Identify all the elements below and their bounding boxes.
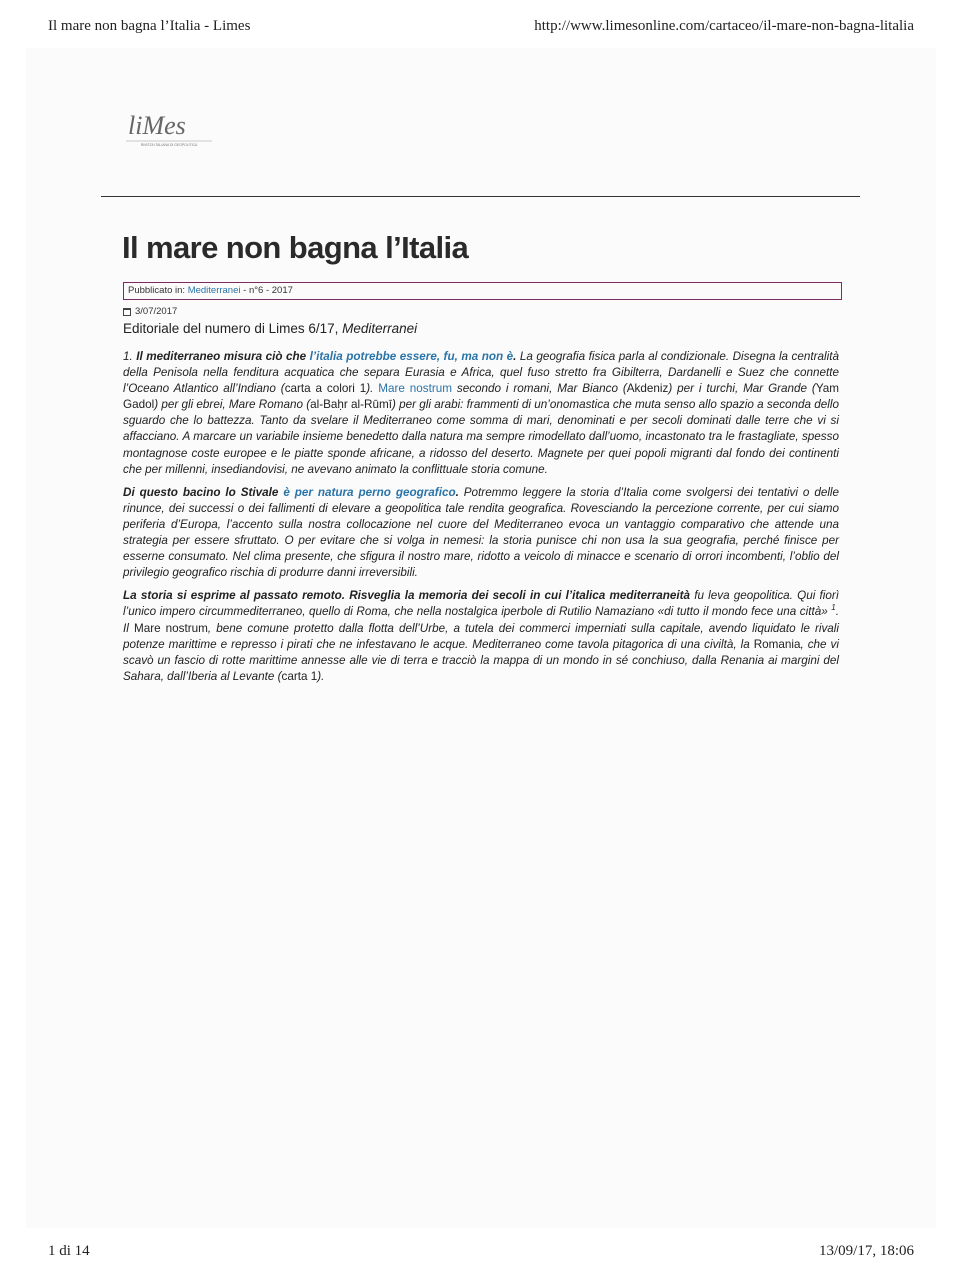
subtitle-issue-title: Mediterranei <box>342 321 418 336</box>
logo-wordmark: liMes <box>128 111 186 140</box>
paragraph-2: Di questo bacino lo Stivale è per natura perno geografico. Potremmo leggere la storia d’Italia come svolgersi dei tentativi o delle rinunce, dei successi o dei fallimenti di elevare a geopolitica tale rendita geografica. Rovesciando la percezione corrente, per cui siamo periferia d’Europa, l’accento sulla nostra collocazione nel cuore del Mediterraneo evoca un vantaggio comparativo che attende una strategia per essere sfruttato. O per evitare che si volga in nemesi: la storia punisce chi non usa la sua geografia, perché finisce per esserne consumato. Nel clima presente, che sfigura il nostro mare, ridotto a veicolo di minacce e scenario di orrori incombenti, l’oblio del privilegio geografico rischia di produrre danni irreversibili. <box>123 485 840 580</box>
limes-logo-icon <box>124 108 214 148</box>
calendar-icon <box>123 308 131 316</box>
published-prefix: Pubblicato in: <box>128 285 188 296</box>
print-footer-page: 1 di 14 <box>48 1243 90 1259</box>
published-section-link[interactable]: Mediterranei <box>187 285 241 296</box>
paragraph-1: 1. Il mediterraneo misura ciò che l’italia potrebbe essere, fu, ma non è. La geografia fisica parla al condizionale. Disegna la centralità della Penisola nella fenditura acquatica che separa Eurasia e Africa, quel fuso stretto fra Gibilterra, Dardanelli e Suez che connette l’Oceano Atlantico all’Indiano (carta a colori 1). Mare nostrum secondo i romani, Mar Bianco (Akdeniz) per i turchi, Mar Grande (Yam Gadol) per gli ebrei, Mare Romano (al-Baḥr al-Rūmī) per gli arabi: frammenti di un’onomastica che muta senso allo spazio a seconda dello sguardo che lo battezza. Tanto da svelare il Mediterraneo come somma di mari, denominati e per secoli dominati dalle terre che vi si affacciano. A marcare un variabile insieme benedetto dalla natura ma sempre rimodellato dall’uomo, incastonato tra le frastagliate, spesso montagnose coste europee e le piatte sponde africane, a ridosso del deserto. Magnete per quei popoli migranti dal fondo dei continenti che per millenni, insediandovisi, ne avevano animato la conflittuale storia comune. <box>123 350 839 476</box>
mare-nostrum-link[interactable]: Mare nostrum <box>378 382 452 396</box>
print-header <box>48 18 914 35</box>
article-title: Il mare non bagna l’Italia <box>122 230 469 265</box>
logo-tagline: RIVISTA ITALIANA DI GEOPOLITICA <box>140 143 198 147</box>
subtitle-text: Editoriale del numero di Limes 6/17, <box>123 321 343 336</box>
header-divider <box>101 196 860 197</box>
footnote-ref[interactable]: 1 <box>831 603 836 613</box>
article-date-text: 3/07/2017 <box>135 306 178 317</box>
published-issue: - n°6 - 2017 <box>240 285 293 296</box>
article-subtitle <box>123 321 417 336</box>
article-date <box>123 306 177 317</box>
paragraph-1-highlight[interactable]: l’italia potrebbe essere, fu, ma non è <box>309 350 514 363</box>
print-header-url: http://www.limesonline.com/cartaceo/il-mare-non-bagna-litalia <box>534 18 914 34</box>
paragraph-3: La storia si esprime al passato remoto. Risveglia la memoria dei secoli in cui l’italica mediterraneità fu leva geopolitica. Qui fiorì l’unico impero circummediterraneo, quello di Roma, che nella nostalgica iperbole di Rutilio Namaziano «di tutto il mondo fece una città» $^1$. Il Mare nostrum, bene comune protetto dalla flotta dell’Urbe, a tutela dei commerci imperniati sulla capitale, avendo liquidato le rivali potenze marittime e represso i pirati che ne infestavano le acque. Mediterraneo come tavola pitagorica di una civiltà, la Romania, che vi scavò un fascio di rotte marittime annesse alle vie di terra e tracciò la mappa di un mondo in sé conchiuso, dalla Renania ai margini del Sahara, dall’Iberia al Levante (carta 1). <box>123 589 839 683</box>
paragraph-2-highlight[interactable]: è per natura perno geografico <box>283 485 456 499</box>
print-header-title: Il mare non bagna l’Italia - Limes <box>48 18 251 34</box>
article-body <box>123 349 839 692</box>
print-footer-datetime: 13/09/17, 18:06 <box>818 1243 914 1259</box>
published-in-box <box>123 282 842 300</box>
limes-logo[interactable] <box>124 108 214 148</box>
print-footer <box>48 1243 914 1260</box>
